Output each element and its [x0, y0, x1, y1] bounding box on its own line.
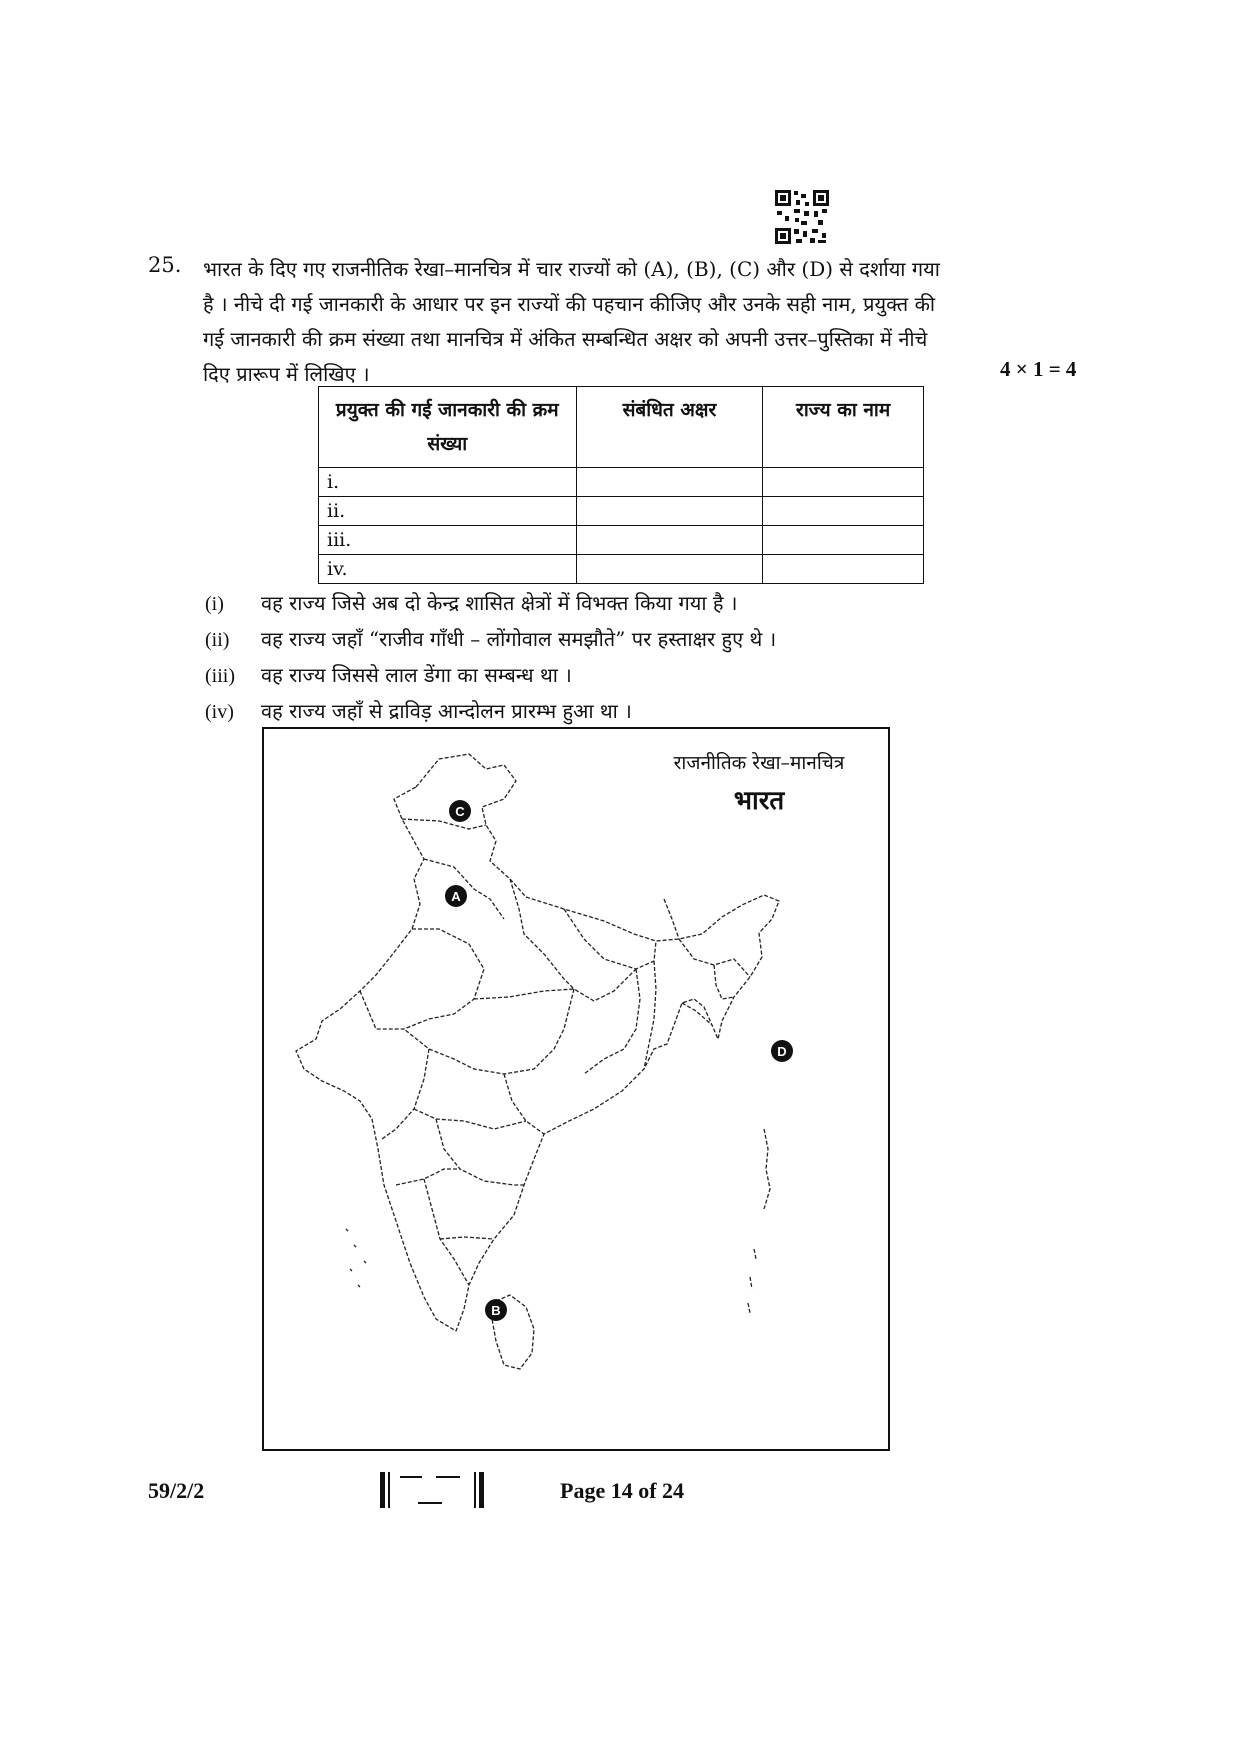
- table-row: [319, 497, 924, 526]
- clue-text: वह राज्य जहाँ से द्राविड़ आन्दोलन प्रारम्भ हुआ था ।: [261, 699, 632, 723]
- state-boundary: [396, 1169, 460, 1185]
- table-row: [319, 555, 924, 584]
- clue-label: (iv): [205, 701, 234, 723]
- marker-a-label: A: [451, 889, 461, 904]
- map-title-block: [644, 749, 874, 817]
- lakshadweep-islands: [346, 1229, 366, 1287]
- table-cell-empty: [763, 497, 924, 526]
- paper-code: 59/2/2: [148, 1478, 205, 1503]
- state-boundary: [664, 899, 679, 939]
- table-cell-empty: [763, 526, 924, 555]
- question-line: भारत के दिए गए राजनीतिक रेखा–मानचित्र में चार राज्यों को (A), (B), (C) और (D) से दर्शाया गया: [203, 257, 940, 281]
- question-line: है । नीचे दी गई जानकारी के आधार पर इन राज्यों की पहचान कीजिए और उनके सही नाम, प्रयुक्त की: [203, 292, 936, 316]
- state-boundary: [440, 1237, 494, 1239]
- marker-d-label: D: [777, 1044, 787, 1059]
- table-cell-empty: [763, 468, 924, 497]
- table-cell-serial: ii.: [319, 497, 577, 526]
- table-header-row: [319, 387, 924, 468]
- nicobar-islands: [748, 1249, 756, 1313]
- map-title: राजनीतिक रेखा–मानचित्र: [673, 752, 845, 774]
- state-boundary: [360, 929, 484, 1029]
- question-number: 25.: [148, 253, 182, 277]
- table-header-letter: संबंधित अक्षर: [576, 387, 763, 468]
- question-text: [203, 252, 1103, 392]
- clue-item: [205, 660, 776, 696]
- table-cell-serial: i.: [319, 468, 577, 497]
- state-boundary: [424, 1179, 469, 1285]
- india-outline-map: [264, 729, 888, 1449]
- clue-item: [205, 588, 776, 624]
- table-row: [319, 468, 924, 497]
- state-boundary: [402, 819, 486, 829]
- clue-label: (iii): [205, 665, 235, 687]
- qr-code: [774, 189, 830, 245]
- table-cell-empty: [576, 497, 763, 526]
- clue-list: [205, 588, 776, 732]
- clue-text: वह राज्य जहाँ “राजीव गाँधी – लोंगोवाल समझौते” पर हस्ताक्षर हुए थे ।: [261, 627, 777, 651]
- andaman-islands: [764, 1129, 770, 1209]
- table-cell-empty: [576, 555, 763, 584]
- table-row: [319, 526, 924, 555]
- state-boundary: [564, 909, 656, 969]
- barcode-icon: [380, 1472, 484, 1508]
- clue-label: (ii): [205, 629, 230, 651]
- answer-format-table: [318, 386, 924, 584]
- table-cell-empty: [576, 468, 763, 497]
- marker-b-label: B: [491, 1303, 501, 1318]
- table-header-state: राज्य का नाम: [763, 387, 924, 468]
- state-boundary: [414, 1109, 526, 1129]
- clue-text: वह राज्य जिसे अब दो केन्द्र शासित क्षेत्रों में विभक्त किया गया है ।: [261, 591, 738, 615]
- page-number: Page 14 of 24: [560, 1478, 685, 1503]
- clue-label: (i): [205, 593, 224, 615]
- state-boundary: [404, 989, 574, 1074]
- table-cell-serial: iii.: [319, 526, 577, 555]
- state-boundary: [382, 1049, 429, 1139]
- state-boundary: [474, 969, 636, 1001]
- table-header-serial: प्रयुक्त की गई जानकारी की क्रम संख्या: [319, 387, 577, 468]
- state-boundary: [584, 969, 640, 1074]
- table-cell-empty: [763, 555, 924, 584]
- table-cell-empty: [576, 526, 763, 555]
- question-line: दिए प्रारूप में लिखिए ।: [203, 362, 370, 386]
- marker-c-label: C: [455, 804, 465, 819]
- question-line: गई जानकारी की क्रम संख्या तथा मानचित्र में अंकित सम्बन्धित अक्षर को अपनी उत्तर–पुस्तिका में नीचे: [203, 327, 928, 351]
- clue-item: [205, 624, 776, 660]
- india-boundary: [296, 754, 779, 1331]
- marks-allocation: 4 × 1 = 4: [1000, 357, 1077, 381]
- state-boundary: [714, 965, 734, 999]
- india-political-map: [262, 727, 890, 1451]
- state-boundary: [436, 1119, 524, 1185]
- state-boundary: [644, 961, 656, 1069]
- state-boundary: [510, 879, 574, 989]
- table-cell-serial: iv.: [319, 555, 577, 584]
- clue-text: वह राज्य जिससे लाल डेंगा का सम्बन्ध था ।: [261, 663, 572, 687]
- map-subtitle: भारत: [733, 786, 785, 816]
